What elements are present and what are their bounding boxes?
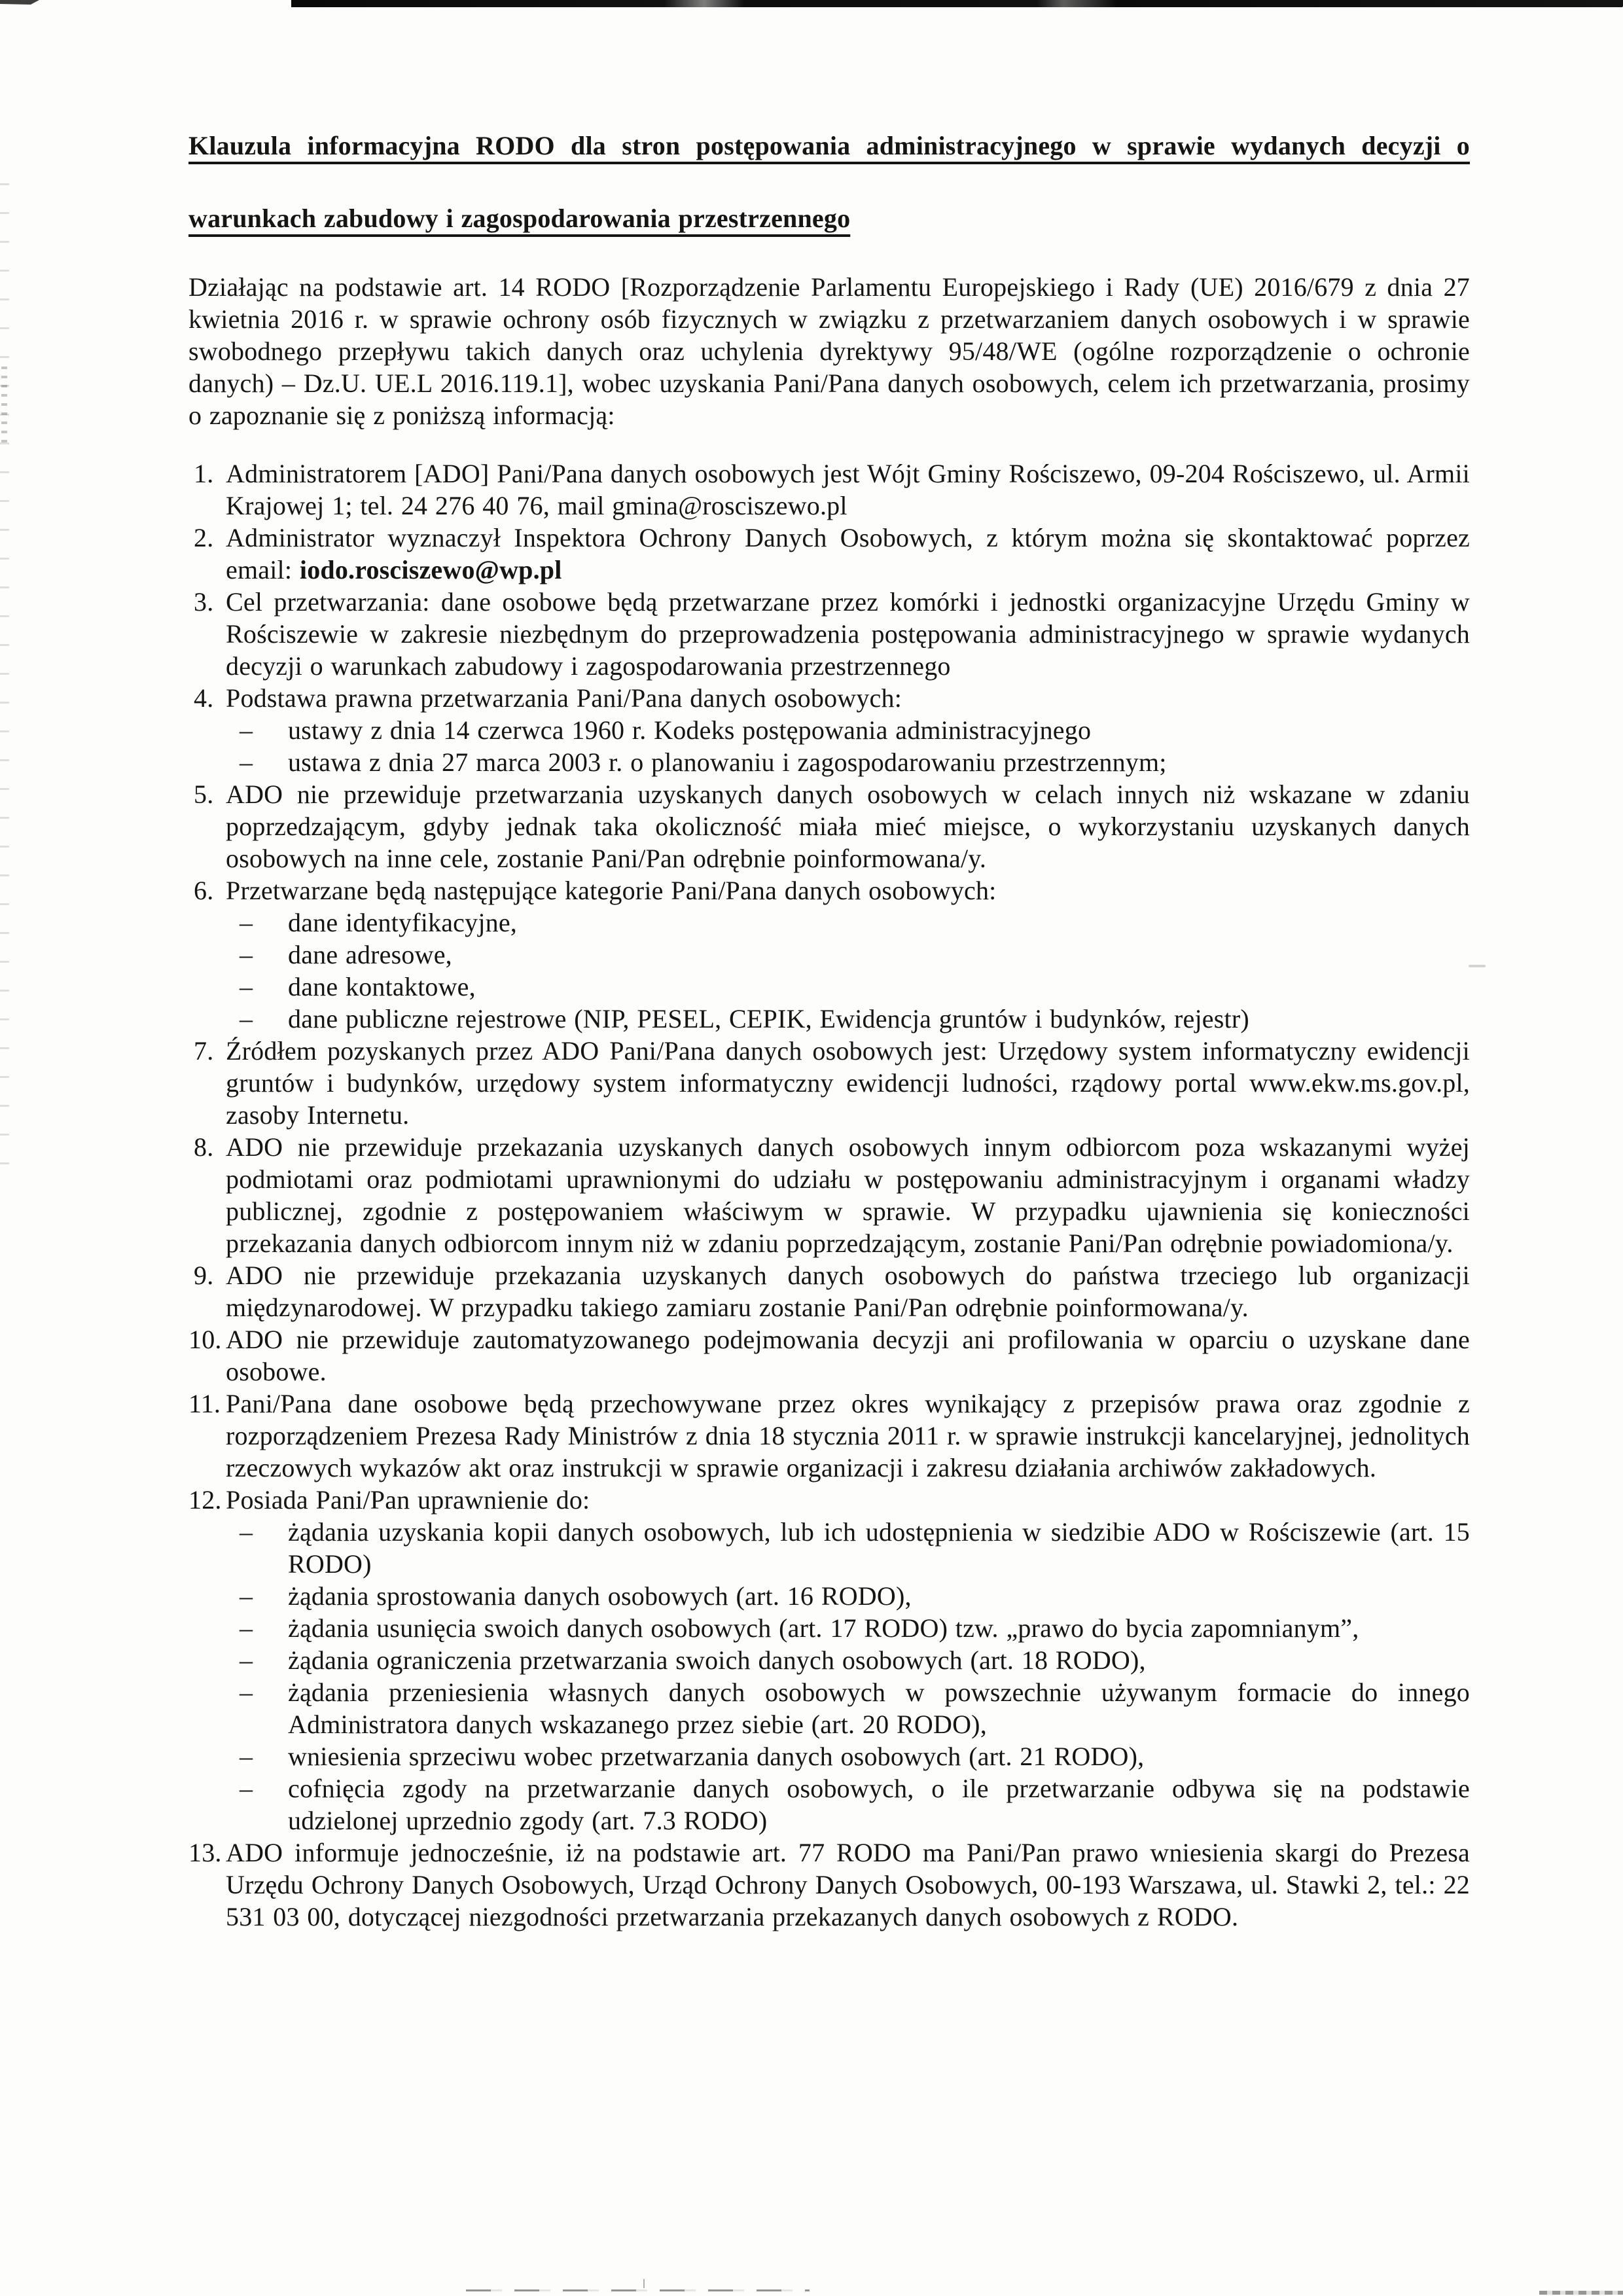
document-title-text-2: warunkach zabudowy i zagospodarowania przestrzennego [188,204,851,233]
item-text: Źródłem pozyskanych przez ADO Pani/Pana danych osobowych jest: Urzędowy system informatyczny ewidencji gruntów i budynków, urzędowy system informatyczny ewidencji ludności, rządowy portal www.ekw.ms.gov.pl, zasoby Internetu. [226,1036,1470,1130]
dash-marker: – [240,940,253,969]
scan-artifact-top-bar [291,0,1623,7]
list-item-11 [188,1388,1470,1484]
dash-marker: – [240,1004,253,1033]
list-item-12 [188,1484,1470,1837]
item-number: 10. [188,1325,222,1354]
sub-item [226,906,1470,939]
item-number: 11. [188,1389,221,1418]
dash-marker: – [240,908,253,937]
document-title [188,130,1470,234]
sub-item [226,1676,1470,1740]
item-number: 5. [194,780,214,809]
item-number: 2. [194,523,214,552]
sub-item [226,1580,1470,1612]
item-text: ADO nie przewiduje zautomatyzowanego podejmowania decyzji ani profilowania w oparciu o uzyskane dane osobowe. [226,1325,1470,1386]
document-title-text-1: Klauzula informacyjna RODO dla stron postępowania administracyjnego w sprawie wydanych decyzji o [188,131,1470,160]
sub-item [226,939,1470,971]
sub-item-text: cofnięcia zgody na przetwarzanie danych osobowych, o ile przetwarzanie odbywa się na podstawie udzielonej uprzednio zgody (art. 7.3 RODO) [288,1774,1470,1835]
item-number: 7. [194,1036,214,1066]
item-text: ADO nie przewiduje przekazania uzyskanych danych osobowych do państwa trzeciego lub organizacji międzynarodowej. W przypadku takiego zamiaru zostanie Pani/Pan odrębnie poinformowana/y. [226,1261,1470,1322]
document-title-line-1 [188,130,1470,194]
sub-item-text: żądania ograniczenia przetwarzania swoich danych osobowych (art. 18 RODO), [288,1645,1146,1675]
sub-item-text: dane kontaktowe, [288,972,476,1001]
dash-marker: – [240,1742,253,1771]
scan-artifact-top-left [0,0,39,5]
item-text: Administrator wyznaczył Inspektora Ochrony Danych Osobowych, z którym można się skontaktować poprzez email: [226,523,1470,584]
sub-item-text: żądania uzyskania kopii danych osobowych, lub ich udostępnienia w siedzibie ADO w Rościszewie (art. 15 RODO) [288,1517,1470,1579]
sub-item [226,1772,1470,1837]
scan-artifact-left-streak-dark [1,367,7,445]
list-item-4 [188,682,1470,778]
dash-marker: – [240,1677,253,1707]
sub-item [226,746,1470,778]
dash-marker: – [240,1613,253,1643]
list-item-10 [188,1323,1470,1388]
item-text: Pani/Pana dane osobowe będą przechowywane przez okres wynikający z przepisów prawa oraz zgodnie z rozporządzeniem Prezesa Rady Ministrów z dnia 18 stycznia 2011 r. w sprawie instrukcji kancelaryjnej, jednolitych rzeczowych wykazów akt oraz instrukcji w sprawie organizacji i zakresu działania archiwów zakładowych. [226,1389,1470,1482]
sub-item-text: ustawy z dnia 14 czerwca 1960 r. Kodeks postępowania administracyjnego [288,715,1092,745]
item-number: 6. [194,876,214,905]
item-text: ADO informuje jednocześnie, iż na podstawie art. 77 RODO ma Pani/Pan prawo wniesienia skargi do Prezesa Urzędu Ochrony Danych Osobowych, Urząd Ochrony Danych Osobowych, 00-193 Warszawa, ul. Stawki 2, tel.: 22 531 03 00, dotyczącej niezgodności przetwarzania przekazanych danych osobowych z RODO. [226,1838,1470,1931]
item-text: Cel przetwarzania: dane osobowe będą przetwarzane przez komórki i jednostki organizacyjne Urzędu Gminy w Rościszewie w zakresie niezbędnym do przeprowadzenia postępowania administracyjnego w sprawie wydanych decyzji o warunkach zabudowy i zagospodarowania przestrzennego [226,587,1470,681]
item-number: 8. [194,1132,214,1162]
item-number: 12. [188,1485,222,1515]
dash-marker: – [240,1774,253,1803]
iodo-email: iodo.rosciszewo@wp.pl [299,555,562,584]
list-item-2 [188,522,1470,586]
rodo-clause-list [188,457,1470,1933]
dash-marker: – [240,747,253,777]
sub-item [226,1612,1470,1644]
list-item-5 [188,778,1470,874]
document-body [188,130,1470,1933]
dash-marker: – [240,1645,253,1675]
item-text: ADO nie przewiduje przekazania uzyskanych danych osobowych innym odbiorcom poza wskazanymi wyżej podmiotami oraz podmiotami uprawnionymi do udziału w postępowaniu administracyjnym i organami władzy publicznej, zgodnie z postępowaniem właściwym w sprawie. W przypadku ujawnienia się konieczności przekazania danych odbiorcom innym niż w zdaniu poprzedzającym, zostanie Pani/Pan odrębnie powiadomiona/y. [226,1132,1470,1258]
sub-item [226,1740,1470,1772]
item-number: 4. [194,683,214,713]
sub-item [226,971,1470,1003]
item-text: Posiada Pani/Pan uprawnienie do: [226,1485,590,1515]
dash-marker: – [240,715,253,745]
item-text: Przetwarzane będą następujące kategorie Pani/Pana danych osobowych: [226,876,997,905]
scan-artifact-bottom-right-smudge [1539,2291,1623,2295]
sub-item-text: żądania sprostowania danych osobowych (art. 16 RODO), [288,1581,912,1611]
sub-item [226,1516,1470,1580]
dash-marker: – [240,1517,253,1547]
item-text: Administratorem [ADO] Pani/Pana danych osobowych jest Wójt Gminy Rościszewo, 09-204 Rościszewo, ul. Armii Krajowej 1; tel. 24 276 40 76, mail gmina@rosciszewo.pl [226,459,1470,520]
sub-item-text: żądania przeniesienia własnych danych osobowych w powszechnie używanym formacie do innego Administratora danych wskazanego przez siebie (art. 20 RODO), [288,1677,1470,1739]
item-text: ADO nie przewiduje przetwarzania uzyskanych danych osobowych w celach innych niż wskazane w zdaniu poprzedzającym, gdyby jednak taka okoliczność miała mieć miejsce, o wykorzystaniu uzyskanych danych osobowych na inne cele, zostanie Pani/Pan odrębnie poinformowana/y. [226,780,1470,873]
list-item-3 [188,586,1470,682]
list-item-13 [188,1837,1470,1933]
scan-artifact-bottom-dashes [466,2289,810,2291]
intro-paragraph: Działając na podstawie art. 14 RODO [Rozporządzenie Parlamentu Europejskiego i Rady (UE) 2016/679 z dnia 27 kwietnia 2016 r. w sprawie ochrony osób fizycznych w związku z przetwarzaniem danych osobowych i w sprawie swobodnego przepływu takich danych oraz uchylenia dyrektywy 95/48/WE (ogólne rozporządzenie o ochronie danych) – Dz.U. UE.L 2016.119.1], wobec uzyskania Pani/Pana danych osobowych, celem ich przetwarzania, prosimy o zapoznanie się z poniższą informacją: [188,272,1470,430]
scan-artifact-mid-right-speck [1469,965,1486,967]
item-text: Podstawa prawna przetwarzania Pani/Pana danych osobowych: [226,683,902,713]
scan-artifact-bottom-tick [643,2279,645,2288]
dash-marker: – [240,972,253,1001]
list-item-7 [188,1035,1470,1131]
list-item-9 [188,1259,1470,1323]
sub-item-text: żądania usunięcia swoich danych osobowych (art. 17 RODO) tzw. „prawo do bycia zapomnianym”, [288,1613,1359,1643]
sub-item-text: dane adresowe, [288,940,452,969]
sub-item [226,714,1470,746]
sub-item-text: dane publiczne rejestrowe (NIP, PESEL, CEPIK, Ewidencja gruntów i budynków, rejestr) [288,1004,1249,1033]
scan-artifact-left-streaks [0,183,9,1165]
document-title-line-2 [188,202,1470,234]
sub-item [226,1003,1470,1035]
item-number: 13. [188,1838,222,1867]
list-item-6 [188,874,1470,1035]
sub-item-text: wniesienia sprzeciwu wobec przetwarzania danych osobowych (art. 21 RODO), [288,1742,1145,1771]
sub-item [226,1644,1470,1676]
item-number: 1. [194,459,214,488]
sub-item-text: dane identyfikacyjne, [288,908,517,937]
list-item-1 [188,457,1470,522]
list-item-8 [188,1131,1470,1259]
item-number: 9. [194,1261,214,1290]
item-number: 3. [194,587,214,617]
dash-marker: – [240,1581,253,1611]
sub-item-text: ustawa z dnia 27 marca 2003 r. o planowaniu i zagospodarowaniu przestrzennym; [288,747,1167,777]
